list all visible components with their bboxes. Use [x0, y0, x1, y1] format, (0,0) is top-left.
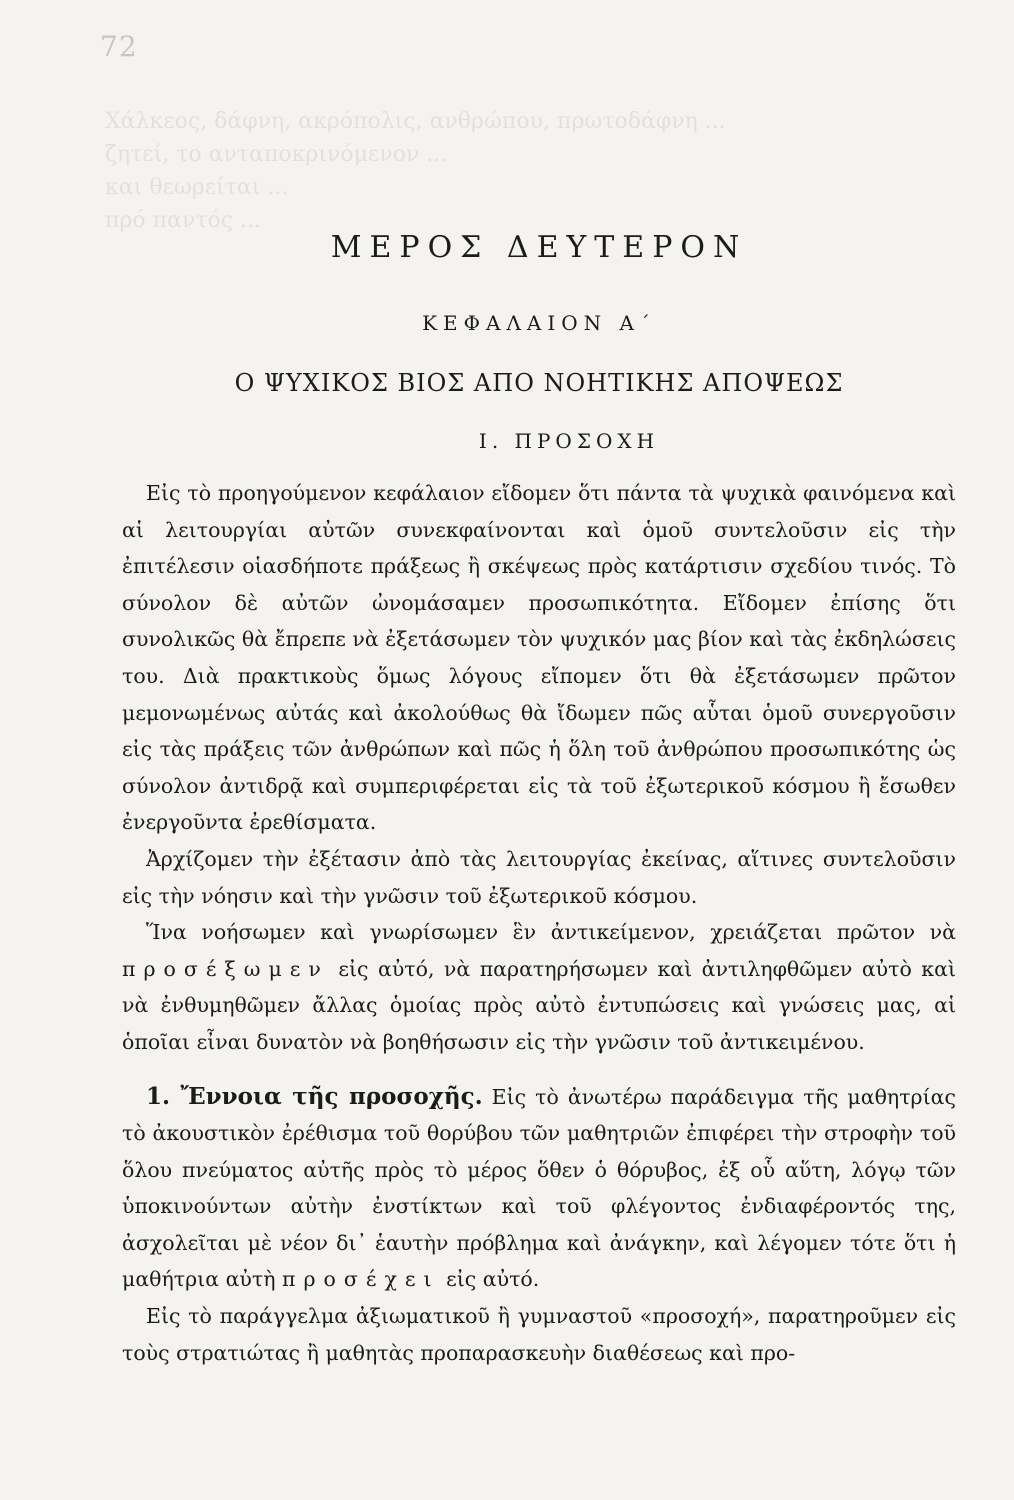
paragraph-command-example: Εἰς τὸ παράγγελμα ἀξιωματικοῦ ἢ γυμναστοῦ «προσοχή», παρατηροῦμεν εἰς τοὺς στρατιώτας ἢ μαθητὰς προπαρασκευὴν διαθέσεως καὶ προ- [122, 1304, 956, 1365]
section-title: Ο ΨΥΧΙΚΟΣ ΒΙΟΣ ΑΠΟ ΝΟΗΤΙΚΗΣ ΑΠΟΨΕΩΣ [234, 369, 844, 397]
bleed-line: πρό παντός ... [105, 208, 262, 233]
page-content [122, 230, 956, 1371]
page-number: 72 [100, 30, 138, 63]
paragraph-intro: Εἰς τὸ προηγούμενον κεφάλαιον εἴδομεν ὅτι πάντα τὰ ψυχικὰ φαινόμενα καὶ αἱ λειτουργίαι αὐτῶν συνεκφαίνονται καὶ ὁμοῦ συντελοῦσιν εἰς τὴν ἐπιτέλεσιν οἱασδήποτε πράξεως ἢ σκέψεως πρὸς κατάρτισιν σχεδίου τινός. Τὸ σύνολον δὲ αὐτῶν ὠνομάσαμεν προσωπικότητα. Εἴδομεν ἐπίσης ὅτι συνολικῶς θὰ ἔπρεπε νὰ ἐξετάσωμεν τὸν ψυχικόν μας βίον καὶ τὰς ἐκδηλώσεις του. Διὰ πρακτικοὺς ὅμως λόγους εἴπομεν ὅτι θὰ ἐξετάσωμεν πρῶτον μεμονωμένως αὐτάς καὶ ἀκολούθως θὰ ἴδωμεν πῶς αὗται ὁμοῦ συνεργοῦσιν εἰς τὰς πράξεις τῶν ἀνθρώπων καὶ πῶς ἡ ὅλη τοῦ ἀνθρώπου προσωπικότης ὡς σύνολον ἀντιδρᾷ καὶ συμπεριφέρεται εἰς τὰ τοῦ ἐξωτερικοῦ κόσμου ἢ ἔσωθεν ἐνεργοῦντα ἐρεθίσματα. [122, 481, 956, 835]
section-gap [122, 1061, 956, 1079]
spaced-term: προσέχει [282, 1267, 440, 1292]
spaced-term: προσέξωμεν [122, 956, 329, 981]
inline-heading: 1. Ἔννοια τῆς προσοχῆς. [146, 1082, 483, 1110]
bleed-line: ζητεί, το ανταποκρινόμενον ... [105, 142, 448, 167]
paragraph-functions: Ἀρχίζομεν τὴν ἐξέτασιν ἀπὸ τὰς λειτουργίας ἐκείνας, αἵτινες συντελοῦσιν εἰς τὴν νόησιν καὶ τὴν γνῶσιν τοῦ ἐξωτερικοῦ κόσμου. [122, 846, 956, 908]
paragraph-attention-need [122, 914, 956, 1060]
part-title: ΜΕΡΟΣ ΔΕΥΤΕΡΟΝ [330, 230, 748, 265]
paragraph-text: εἰς αὐτό. [439, 1267, 540, 1292]
paragraph-text: Εἰς τὸ ἀνωτέρω παράδειγμα τῆς μαθητρίας τὸ ἀκουστικὸν ἐρέθισμα τοῦ θορύβου τῶν μαθητριῶν ἐπιφέρει τὴν στροφὴν τοῦ ὅλου πνεύματος αὐτῆς πρὸς τὸ μέρος ὅθεν ὁ θόρυβος, ἐξ οὗ αὕτη, λόγῳ τῶν ὑποκινούντων αὐτὴν ἐνστίκτων καὶ τοῦ φλέγοντος ἐνδιαφέροντός της, ἀσχολεῖται μὲ νέον δι᾽ ἑαυτὴν πρόβλημα καὶ ἀνάγκην, καὶ λέγομεν τότε ὅτι ἡ μαθήτρια αὐτὴ [122, 1084, 956, 1292]
bleed-line: Χάλκεος, δάφνη, ακρόπολις, ανθρώπου, πρωτοδάφνη ... [105, 109, 726, 134]
paragraph-text: εἰς αὐτό, νὰ παρατηρήσωμεν καὶ ἀντιληφθῶμεν αὐτὸ καὶ νὰ ἐνθυμηθῶμεν ἄλλας ὁμοίας πρὸς αὐτὸ ἐντυπώσεις καὶ γνώσεις μας, αἱ ὁποῖαι εἶναι δυνατὸν νὰ βοηθήσωσιν εἰς τὴν γνῶσιν τοῦ ἀντικειμένου. [122, 956, 956, 1054]
bleed-line: και θεωρείται ... [105, 175, 289, 200]
paragraph-text: Ἵνα νοήσωμεν καὶ γνωρίσωμεν ἓν ἀντικείμενον, χρειάζεται πρῶτον νὰ [146, 920, 956, 945]
chapter-title: ΚΕΦΑΛΑΙΟΝ Α΄ [422, 311, 656, 335]
paragraph-concept-of-attention [122, 1079, 956, 1299]
subsection-title: Ι. ΠΡΟΣΟΧΗ [478, 429, 660, 453]
